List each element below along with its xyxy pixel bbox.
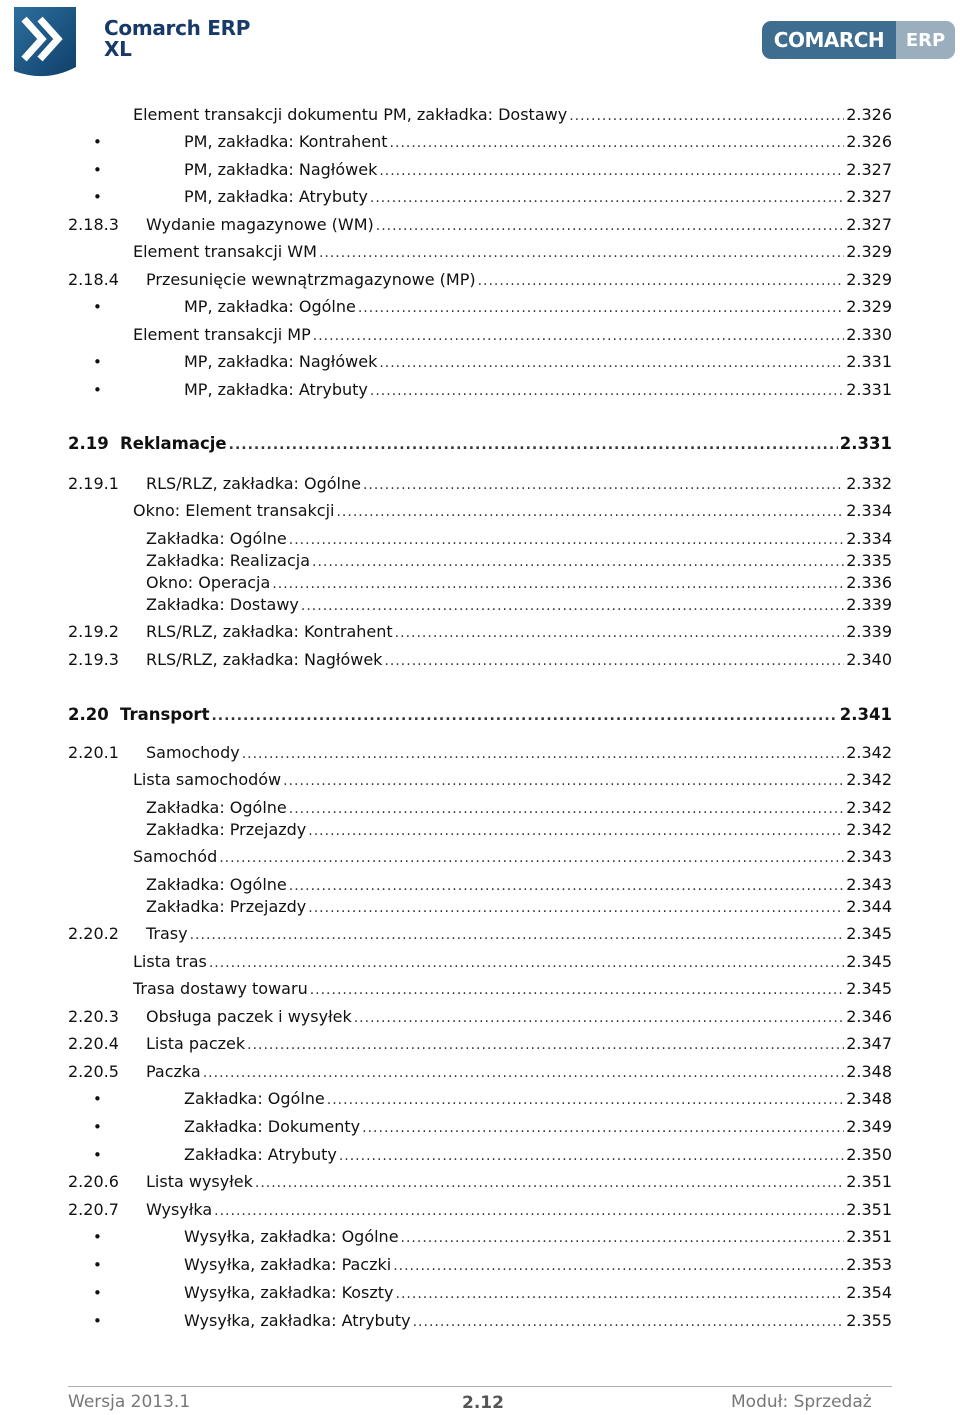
toc-entry[interactable] [0, 1115, 960, 1139]
toc-entry[interactable] [0, 1170, 960, 1194]
toc-entry-number: 2.19.1 [68, 474, 119, 493]
dot-leader [478, 269, 845, 293]
toc-entry-page: 2.334 [846, 529, 892, 548]
toc-entry-page: 2.349 [846, 1117, 892, 1136]
bullet-icon: • [93, 1228, 102, 1246]
toc-entry-title: Zakładka: Przejazdy [146, 897, 307, 916]
toc-entry-number: 2.19.3 [68, 650, 119, 669]
toc-entry-page: 2.345 [846, 924, 892, 943]
toc-entry[interactable] [0, 1143, 960, 1167]
dot-leader [396, 1282, 845, 1306]
toc-entry-title: Zakładka: Dokumenty [184, 1117, 361, 1136]
toc-entry-title: Lista wysyłek [146, 1172, 253, 1191]
toc-entry-title: Zakładka: Ogólne [184, 1089, 325, 1108]
toc-entry-title: Lista paczek [146, 1034, 246, 1053]
toc-entry-page: 2.339 [846, 622, 892, 641]
dot-leader [339, 1144, 844, 1168]
toc-entry-page: 2.342 [846, 743, 892, 762]
toc-entry-number: 2.20.4 [68, 1034, 119, 1053]
dot-leader [393, 1254, 844, 1278]
toc-entry-title: Zakładka: Realizacja [146, 551, 310, 570]
toc-entry[interactable] [0, 527, 960, 551]
toc-entry[interactable] [0, 977, 960, 1001]
toc-entry-title: Okno: Operacja [146, 573, 271, 592]
toc-entry-page: 2.350 [846, 1145, 892, 1164]
toc-entry[interactable] [0, 571, 960, 595]
toc-entry-title: MP, zakładka: Ogólne [184, 297, 356, 316]
toc-entry[interactable] [0, 818, 960, 842]
toc-entry-title: Zakładka: Atrybuty [184, 1145, 337, 1164]
toc-entry[interactable] [0, 1005, 960, 1029]
toc-entry-title: Element transakcji dokumentu PM, zakładka: Dostawy [133, 105, 568, 124]
toc-entry-title: Wysyłka, zakładka: Atrybuty [184, 1311, 411, 1330]
dot-leader [370, 186, 844, 210]
toc-entry[interactable] [0, 350, 960, 374]
footer-module: Moduł: Sprzedaż [731, 1392, 872, 1412]
toc-entry-title: Okno: Element transakcji [133, 501, 335, 520]
dot-leader [379, 351, 844, 375]
toc-entry-page: 2.342 [846, 820, 892, 839]
toc-entry-page: 2.348 [846, 1089, 892, 1108]
toc-entry[interactable] [0, 796, 960, 820]
toc-entry-title: Samochody [146, 743, 240, 762]
toc-entry-title: Element transakcji WM [133, 242, 317, 261]
dot-leader [362, 1116, 844, 1140]
toc-entry[interactable] [0, 1225, 960, 1249]
bullet-icon: • [93, 1312, 102, 1330]
toc-entry[interactable] [0, 648, 960, 672]
toc-entry[interactable] [0, 240, 960, 264]
toc-entry-title: Zakładka: Przejazdy [146, 820, 307, 839]
toc-entry-title: Wysyłka, zakładka: Koszty [184, 1283, 394, 1302]
bullet-icon: • [93, 381, 102, 399]
bullet-icon: • [93, 188, 102, 206]
toc-entry-page: 2.326 [846, 132, 892, 151]
bullet-icon: • [93, 161, 102, 179]
toc-entry[interactable] [0, 1281, 960, 1305]
dot-leader [219, 846, 844, 870]
toc-entry[interactable] [0, 895, 960, 919]
toc-entry[interactable] [0, 549, 960, 573]
dot-leader [336, 500, 844, 524]
toc-entry-title: PM, zakładka: Atrybuty [184, 187, 368, 206]
dot-leader [327, 1088, 844, 1112]
toc-entry[interactable] [0, 130, 960, 154]
toc-entry-title: MP, zakładka: Nagłówek [184, 352, 378, 371]
toc-entry[interactable] [0, 378, 960, 402]
toc-entry-number: 2.19 [68, 434, 109, 453]
toc-entry-page: 2.327 [846, 160, 892, 179]
footer-version: Wersja 2013.1 [68, 1392, 191, 1412]
footer-divider [68, 1386, 892, 1387]
dot-leader [203, 1061, 844, 1085]
toc-entry-page: 2.334 [846, 501, 892, 520]
toc-entry-page: 2.346 [846, 1007, 892, 1026]
toc-entry[interactable] [0, 620, 960, 644]
bullet-icon: • [93, 1118, 102, 1136]
toc-entry-page: 2.331 [839, 434, 892, 453]
toc-entry-page: 2.329 [846, 270, 892, 289]
toc-entry-number: 2.20.7 [68, 1200, 119, 1219]
toc-entry-page: 2.351 [846, 1172, 892, 1191]
bullet-icon: • [93, 353, 102, 371]
toc-entry[interactable] [0, 432, 960, 456]
dot-leader [190, 923, 845, 947]
toc-entry[interactable] [0, 1309, 960, 1333]
dot-leader [370, 379, 844, 403]
toc-entry-title: Wysyłka, zakładka: Ogólne [184, 1227, 399, 1246]
toc-entry-page: 2.330 [846, 325, 892, 344]
toc-entry-title: Samochód [133, 847, 218, 866]
comarch-erp-logo-icon [10, 5, 80, 77]
bullet-icon: • [93, 298, 102, 316]
toc-entry-page: 2.329 [846, 297, 892, 316]
dot-leader [308, 896, 844, 920]
dot-leader [390, 131, 845, 155]
toc-entry-page: 2.353 [846, 1255, 892, 1274]
bullet-icon: • [93, 1090, 102, 1108]
toc-entry-title: Element transakcji MP [133, 325, 311, 344]
toc-entry-title: Trasy [146, 924, 188, 943]
dot-leader [255, 1171, 844, 1195]
toc-entry-number: 2.18.3 [68, 215, 119, 234]
toc-entry-page: 2.343 [846, 847, 892, 866]
brand-logo-comarch: COMARCH [762, 21, 896, 59]
toc-entry-title: MP, zakładka: Atrybuty [184, 380, 368, 399]
toc-entry-number: 2.20.2 [68, 924, 119, 943]
toc-entry-number: 2.20 [68, 705, 109, 724]
dot-leader [401, 1226, 845, 1250]
dot-leader [358, 296, 844, 320]
toc-entry-title: RLS/RLZ, zakładka: Kontrahent [146, 622, 393, 641]
toc-entry-page: 2.345 [846, 979, 892, 998]
toc-entry[interactable] [0, 499, 960, 523]
toc-entry-page: 2.327 [846, 215, 892, 234]
toc-entry-title: Zakładka: Ogólne [146, 798, 287, 817]
toc-entry-page: 2.344 [846, 897, 892, 916]
toc-entry-title: Lista tras [133, 952, 207, 971]
dot-leader [308, 819, 844, 843]
toc-entry[interactable] [0, 472, 960, 496]
toc-entry-title: Lista samochodów [133, 770, 282, 789]
toc-entry-page: 2.355 [846, 1311, 892, 1330]
toc-entry[interactable] [0, 1198, 960, 1222]
page-header [0, 0, 960, 80]
dot-leader [301, 594, 844, 618]
toc-entry-title: PM, zakładka: Kontrahent [184, 132, 388, 151]
toc-entry[interactable] [0, 703, 960, 727]
toc-entry-page: 2.342 [846, 770, 892, 789]
dot-leader [569, 104, 844, 128]
dot-leader [313, 324, 844, 348]
toc-entry[interactable] [0, 103, 960, 127]
toc-entry[interactable] [0, 185, 960, 209]
toc-entry-title: Zakładka: Ogólne [146, 875, 287, 894]
toc-entry-page: 2.326 [846, 105, 892, 124]
footer-page-number: 2.12 [462, 1393, 504, 1413]
brand-logo-erp: ERP [896, 21, 955, 59]
toc-entry-page: 2.329 [846, 242, 892, 261]
toc-entry-page: 2.340 [846, 650, 892, 669]
toc-entry-title: Obsługa paczek i wysyłek [146, 1007, 352, 1026]
toc-entry[interactable] [0, 873, 960, 897]
toc-entry[interactable] [0, 1253, 960, 1277]
product-name-line2: XL [104, 37, 132, 61]
toc-entry-title: Przesunięcie wewnątrzmagazynowe (MP) [146, 270, 476, 289]
toc-entry[interactable] [0, 323, 960, 347]
bullet-icon: • [93, 1146, 102, 1164]
toc-entry-title: Reklamacje [120, 434, 227, 453]
toc-entry[interactable] [0, 1032, 960, 1056]
toc-entry[interactable] [0, 1087, 960, 1111]
dot-leader [229, 433, 838, 457]
dot-leader [209, 951, 844, 975]
toc-entry[interactable] [0, 845, 960, 869]
toc-entry-title: Zakładka: Ogólne [146, 529, 287, 548]
toc-entry-number: 2.20.5 [68, 1062, 119, 1081]
toc-entry-title: Transport [120, 705, 210, 724]
toc-entry-number: 2.19.2 [68, 622, 119, 641]
toc-entry-number: 2.20.3 [68, 1007, 119, 1026]
toc-entry-page: 2.331 [846, 380, 892, 399]
toc-entry-title: Zakładka: Dostawy [146, 595, 299, 614]
toc-entry-page: 2.351 [846, 1200, 892, 1219]
toc-entry-page: 2.335 [846, 551, 892, 570]
dot-leader [214, 1199, 844, 1223]
toc-entry-page: 2.342 [846, 798, 892, 817]
toc-entry-title: RLS/RLZ, zakładka: Nagłówek [146, 650, 383, 669]
dot-leader [247, 1033, 844, 1057]
dot-leader [310, 978, 844, 1002]
toc-entry-page: 2.331 [846, 352, 892, 371]
product-name [104, 18, 250, 60]
toc-entry[interactable] [0, 593, 960, 617]
toc-entry-title: RLS/RLZ, zakładka: Ogólne [146, 474, 361, 493]
toc-entry[interactable] [0, 1060, 960, 1084]
toc-entry-number: 2.20.1 [68, 743, 119, 762]
toc-entry-page: 2.354 [846, 1283, 892, 1302]
bullet-icon: • [93, 1256, 102, 1274]
dot-leader [283, 769, 844, 793]
toc-entry[interactable] [0, 158, 960, 182]
toc-entry-page: 2.339 [846, 595, 892, 614]
toc-entry-title: Wysyłka, zakładka: Paczki [184, 1255, 392, 1274]
toc-entry[interactable] [0, 295, 960, 319]
toc-entry-title: Wydanie magazynowe (WM) [146, 215, 374, 234]
product-name-line1: Comarch ERP [104, 16, 251, 40]
toc-entry[interactable] [0, 741, 960, 765]
dot-leader [242, 742, 845, 766]
toc-entry[interactable] [0, 268, 960, 292]
bullet-icon: • [93, 1284, 102, 1302]
toc-entry[interactable] [0, 950, 960, 974]
toc-entry-page: 2.345 [846, 952, 892, 971]
dot-leader [384, 649, 844, 673]
dot-leader [395, 621, 845, 645]
toc-entry-page: 2.327 [846, 187, 892, 206]
toc-entry-page: 2.348 [846, 1062, 892, 1081]
dot-leader [379, 159, 844, 183]
toc-entry-page: 2.332 [846, 474, 892, 493]
toc-entry-title: Paczka [146, 1062, 201, 1081]
toc-entry[interactable] [0, 768, 960, 792]
dot-leader [319, 241, 844, 265]
toc-entry-page: 2.341 [839, 705, 892, 724]
dot-leader [413, 1310, 845, 1334]
bullet-icon: • [93, 133, 102, 151]
toc-entry[interactable] [0, 922, 960, 946]
toc-entry-number: 2.18.4 [68, 270, 119, 289]
toc-entry[interactable] [0, 213, 960, 237]
toc-entry-title: Wysyłka [146, 1200, 213, 1219]
dot-leader [354, 1006, 844, 1030]
toc-entry-title: Trasa dostawy towaru [133, 979, 308, 998]
toc-entry-page: 2.351 [846, 1227, 892, 1246]
dot-leader [376, 214, 844, 238]
toc-entry-page: 2.347 [846, 1034, 892, 1053]
toc-entry-page: 2.336 [846, 573, 892, 592]
toc-entry-title: PM, zakładka: Nagłówek [184, 160, 378, 179]
toc-entry-number: 2.20.6 [68, 1172, 119, 1191]
dot-leader [363, 473, 844, 497]
dot-leader [211, 704, 837, 728]
comarch-brand-logo [762, 21, 955, 59]
toc-entry-page: 2.343 [846, 875, 892, 894]
